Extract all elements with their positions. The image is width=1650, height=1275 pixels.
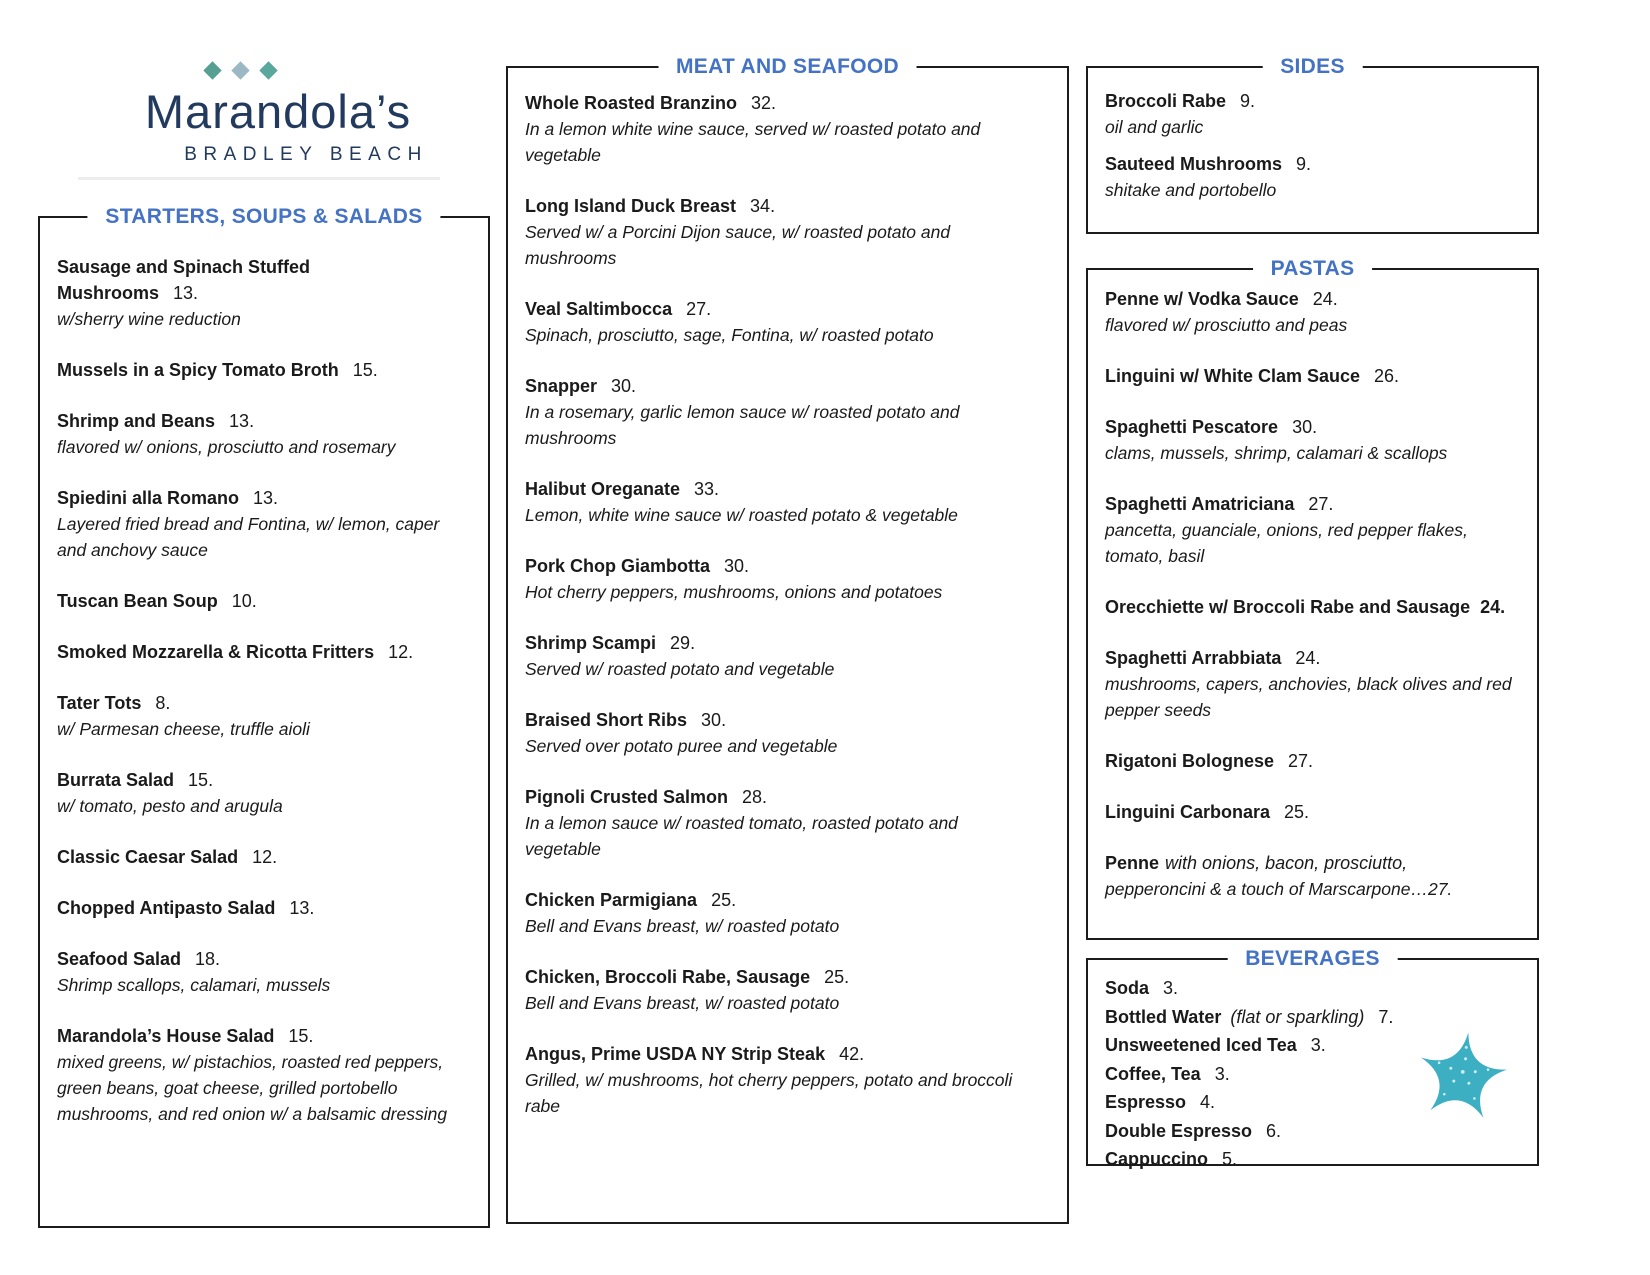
item-name: Linguini Carbonara	[1105, 802, 1271, 822]
menu-item	[525, 784, 1017, 862]
item-name: Chopped Antipasto Salad	[57, 898, 276, 918]
menu-item-line	[57, 357, 456, 383]
menu-item-line	[57, 895, 456, 921]
item-price: 25.	[711, 890, 737, 910]
item-price: 34.	[750, 196, 776, 216]
item-name: Tater Tots	[57, 693, 142, 713]
item-name: Veal Saltimbocca	[525, 299, 673, 319]
item-price: 7.	[1378, 1006, 1394, 1027]
menu-item-line	[1105, 748, 1522, 774]
item-description: Lemon, white wine sauce w/ roasted potato & vegetable	[525, 505, 958, 525]
menu-item	[1105, 151, 1517, 203]
item-description: In a rosemary, garlic lemon sauce w/ roasted potato and mushrooms	[525, 402, 960, 448]
menu-item-line	[1105, 151, 1517, 177]
menu-item-line	[525, 90, 1017, 116]
section-meat-and-seafood	[506, 55, 1069, 1224]
starters-items	[57, 254, 456, 1127]
menu-item-line	[1105, 363, 1522, 389]
item-name: Tuscan Bean Soup	[57, 591, 218, 611]
item-name: Spaghetti Pescatore	[1105, 417, 1279, 437]
item-price: 27.	[1308, 494, 1334, 514]
diamond-icon	[231, 61, 249, 79]
item-name: Penne	[1105, 853, 1160, 873]
logo-diamonds-icon	[70, 64, 410, 77]
item-price: 8.	[155, 693, 171, 713]
item-price: 13.	[173, 283, 199, 303]
menu-item-line	[1105, 1145, 1517, 1174]
item-description: w/ tomato, pesto and arugula	[57, 796, 283, 816]
item-price: 24.	[1312, 289, 1338, 309]
item-price: 29.	[670, 633, 696, 653]
section-pastas	[1086, 257, 1539, 940]
menu-item	[57, 946, 456, 998]
item-price: 42.	[839, 1044, 865, 1064]
restaurant-name: Marandola’s	[144, 85, 412, 138]
item-description: Served over potato puree and vegetable	[525, 736, 838, 756]
item-description: Spinach, prosciutto, sage, Fontina, w/ roasted potato	[525, 325, 934, 345]
restaurant-logo	[108, 64, 448, 166]
item-description: Grilled, w/ mushrooms, hot cherry peppers, potato and broccoli rabe	[525, 1070, 1013, 1116]
menu-item-line	[57, 1023, 456, 1049]
item-name: Burrata Salad	[57, 770, 175, 790]
menu-item-line	[525, 707, 1017, 733]
section-title-starters: STARTERS, SOUPS & SALADS	[87, 202, 440, 232]
item-name: Pignoli Crusted Salmon	[525, 787, 729, 807]
item-name: Spiedini alla Romano	[57, 488, 240, 508]
item-description: flavored w/ prosciutto and peas	[1105, 315, 1348, 335]
item-price: 15.	[288, 1026, 314, 1046]
item-description: w/ Parmesan cheese, truffle aioli	[57, 719, 310, 739]
menu-item-line	[525, 1041, 1017, 1067]
item-description: Hot cherry peppers, mushrooms, onions and potatoes	[525, 582, 943, 602]
item-name: Espresso	[1105, 1092, 1187, 1112]
menu-item-line	[57, 588, 456, 614]
item-price: 10.	[231, 591, 257, 611]
item-name: Classic Caesar Salad	[57, 847, 239, 867]
item-name: Orecchiette w/ Broccoli Rabe and Sausage	[1105, 597, 1471, 617]
menu-item	[1105, 594, 1522, 620]
menu-item	[57, 690, 456, 742]
menu-item	[57, 639, 456, 665]
item-name: Broccoli Rabe	[1105, 91, 1227, 111]
item-price: 27.	[1288, 751, 1314, 771]
menu-item-line	[525, 553, 1017, 579]
item-name: Sausage and Spinach Stuffed Mushrooms	[57, 257, 311, 303]
item-description: Layered fried bread and Fontina, w/ lemon, caper and anchovy sauce	[57, 514, 440, 560]
menu-item	[57, 408, 456, 460]
item-price: 13.	[229, 411, 255, 431]
menu-item-line	[1105, 414, 1522, 440]
item-description: flavored w/ onions, prosciutto and rosemary	[57, 437, 396, 457]
menu-item-line	[525, 964, 1017, 990]
menu-item	[57, 254, 456, 332]
menu-item	[1105, 414, 1522, 466]
item-price: 30.	[1292, 417, 1318, 437]
restaurant-location: BRADLEY BEACH	[184, 144, 428, 165]
item-price: 9.	[1240, 91, 1256, 111]
item-name: Halibut Oreganate	[525, 479, 681, 499]
menu-item-line	[57, 767, 456, 793]
menu-item-line	[1105, 491, 1522, 517]
item-name: Spaghetti Amatriciana	[1105, 494, 1295, 514]
menu-item	[525, 630, 1017, 682]
item-inline-description: with onions, bacon, prosciutto,	[1165, 853, 1408, 873]
logo-divider	[78, 177, 440, 180]
menu-item-line	[57, 485, 456, 511]
item-description: In a lemon white wine sauce, served w/ roasted potato and vegetable	[525, 119, 981, 165]
item-price: 24.	[1480, 597, 1506, 617]
section-title-meat-and-seafood: MEAT AND SEAFOOD	[658, 52, 917, 82]
item-price: 30.	[701, 710, 727, 730]
item-price: 25.	[824, 967, 850, 987]
pastas-items	[1105, 286, 1522, 902]
menu-item-line	[525, 193, 1017, 219]
item-price: 28.	[742, 787, 768, 807]
item-name: Shrimp and Beans	[57, 411, 216, 431]
starfish-icon	[1406, 1024, 1518, 1132]
menu-item-line	[1105, 850, 1522, 876]
item-name: Double Espresso	[1105, 1120, 1253, 1141]
menu-item-line	[525, 373, 1017, 399]
item-description: pepperoncini & a touch of Marscarpone…27.	[1105, 879, 1453, 899]
menu-item-line	[57, 946, 456, 972]
menu-item	[1105, 363, 1522, 389]
menu-item	[525, 193, 1017, 271]
menu-item-line	[1105, 88, 1517, 114]
menu-item-line	[525, 784, 1017, 810]
item-name: Penne w/ Vodka Sauce	[1105, 289, 1299, 309]
item-note: (flat or sparkling)	[1230, 1006, 1365, 1027]
menu-item	[57, 485, 456, 563]
menu-item	[1105, 799, 1522, 825]
menu-item	[525, 964, 1017, 1016]
item-price: 12.	[252, 847, 278, 867]
item-name: Shrimp Scampi	[525, 633, 657, 653]
item-name: Angus, Prime USDA NY Strip Steak	[525, 1044, 826, 1064]
item-name: Bottled Water	[1105, 1006, 1222, 1027]
menu-item	[525, 553, 1017, 605]
menu-item-line	[525, 630, 1017, 656]
menu-item	[1105, 748, 1522, 774]
menu-item	[1105, 850, 1522, 902]
menu-item	[525, 887, 1017, 939]
section-sides	[1086, 55, 1539, 234]
item-price: 5.	[1222, 1149, 1238, 1169]
sides-items	[1105, 88, 1517, 203]
item-price: 12.	[388, 642, 414, 662]
section-title-sides: SIDES	[1262, 52, 1363, 82]
menu-item	[1105, 645, 1522, 723]
menu-item-line	[525, 476, 1017, 502]
section-title-beverages: BEVERAGES	[1227, 944, 1398, 974]
menu-item-line	[1105, 799, 1522, 825]
menu-item-line	[57, 408, 456, 434]
menu-item	[525, 90, 1017, 168]
item-name: Marandola’s House Salad	[57, 1026, 275, 1046]
menu-item-line	[1105, 645, 1522, 671]
menu-item-line	[57, 254, 456, 306]
item-name: Seafood Salad	[57, 949, 182, 969]
menu-item	[57, 588, 456, 614]
meat-items	[525, 90, 1017, 1119]
item-price: 32.	[751, 93, 777, 113]
menu-item-line	[1105, 1003, 1517, 1032]
menu-item	[57, 844, 456, 870]
item-description: Shrimp scallops, calamari, mussels	[57, 975, 331, 995]
item-price: 3.	[1214, 1063, 1230, 1084]
menu-item-line	[525, 296, 1017, 322]
item-price: 13.	[289, 898, 315, 918]
item-description: mushrooms, capers, anchovies, black olives and red pepper seeds	[1105, 674, 1512, 720]
item-price: 27.	[686, 299, 712, 319]
item-description: shitake and portobello	[1105, 180, 1277, 200]
menu-item	[57, 767, 456, 819]
menu-item-line	[525, 887, 1017, 913]
item-price: 30.	[724, 556, 750, 576]
menu-item	[525, 707, 1017, 759]
item-price: 4.	[1200, 1092, 1216, 1112]
item-name: Braised Short Ribs	[525, 710, 688, 730]
diamond-icon	[203, 61, 221, 79]
diamond-icon	[259, 61, 277, 79]
item-description: Bell and Evans breast, w/ roasted potato	[525, 916, 840, 936]
item-description: Served w/ a Porcini Dijon sauce, w/ roasted potato and mushrooms	[525, 222, 951, 268]
item-name: Whole Roasted Branzino	[525, 93, 738, 113]
menu-item	[1105, 974, 1517, 1003]
menu-item	[1105, 1003, 1517, 1032]
item-name: Long Island Duck Breast	[525, 196, 737, 216]
item-name: Snapper	[525, 376, 598, 396]
item-price: 15.	[352, 360, 378, 380]
menu-item	[57, 357, 456, 383]
menu-item	[57, 895, 456, 921]
item-price: 26.	[1374, 366, 1400, 386]
item-description: clams, mussels, shrimp, calamari & scallops	[1105, 443, 1448, 463]
item-name: Mussels in a Spicy Tomato Broth	[57, 360, 339, 380]
item-price: 25.	[1284, 802, 1310, 822]
menu-item	[525, 373, 1017, 451]
item-name: Soda	[1105, 978, 1150, 998]
menu-item-line	[57, 639, 456, 665]
item-name: Spaghetti Arrabbiata	[1105, 648, 1282, 668]
item-description: Served w/ roasted potato and vegetable	[525, 659, 835, 679]
section-starters	[38, 205, 490, 1228]
item-name: Sauteed Mushrooms	[1105, 154, 1283, 174]
menu-item-line	[1105, 286, 1522, 312]
item-price: 24.	[1295, 648, 1321, 668]
item-price: 18.	[195, 949, 221, 969]
item-name: Coffee, Tea	[1105, 1063, 1201, 1084]
item-name: Cappuccino	[1105, 1149, 1209, 1169]
item-name: Pork Chop Giambotta	[525, 556, 711, 576]
item-price: 30.	[611, 376, 637, 396]
item-name: Chicken Parmigiana	[525, 890, 698, 910]
item-description: In a lemon sauce w/ roasted tomato, roasted potato and vegetable	[525, 813, 958, 859]
menu-item	[57, 1023, 456, 1127]
menu-item-line	[57, 844, 456, 870]
item-description: mixed greens, w/ pistachios, roasted red peppers, green beans, goat cheese, grilled portobello mushrooms, and red onion w/ a balsamic dressing	[57, 1052, 448, 1124]
item-name: Smoked Mozzarella & Ricotta Fritters	[57, 642, 375, 662]
item-price: 15.	[188, 770, 214, 790]
item-price: 3.	[1163, 978, 1179, 998]
item-name: Linguini w/ White Clam Sauce	[1105, 366, 1361, 386]
menu-item	[1105, 286, 1522, 338]
menu-item	[525, 476, 1017, 528]
item-description: Bell and Evans breast, w/ roasted potato	[525, 993, 840, 1013]
menu-item-line	[1105, 594, 1522, 620]
item-price: 3.	[1310, 1035, 1326, 1055]
item-description: pancetta, guanciale, onions, red pepper flakes, tomato, basil	[1105, 520, 1468, 566]
item-name: Rigatoni Bolognese	[1105, 751, 1275, 771]
menu-item	[1105, 1145, 1517, 1174]
item-description: oil and garlic	[1105, 117, 1204, 137]
item-price: 9.	[1296, 154, 1312, 174]
item-name: Unsweetened Iced Tea	[1105, 1035, 1297, 1055]
menu-item	[1105, 491, 1522, 569]
menu-item	[525, 296, 1017, 348]
menu-item-line	[57, 690, 456, 716]
item-description: w/sherry wine reduction	[57, 309, 241, 329]
menu-item-line	[1105, 974, 1517, 1003]
item-price: 33.	[694, 479, 720, 499]
item-price: 6.	[1266, 1120, 1282, 1141]
item-price: 13.	[253, 488, 279, 508]
menu-item	[1105, 88, 1517, 140]
menu-item	[525, 1041, 1017, 1119]
section-title-pastas: PASTAS	[1253, 254, 1373, 284]
item-name: Chicken, Broccoli Rabe, Sausage	[525, 967, 811, 987]
